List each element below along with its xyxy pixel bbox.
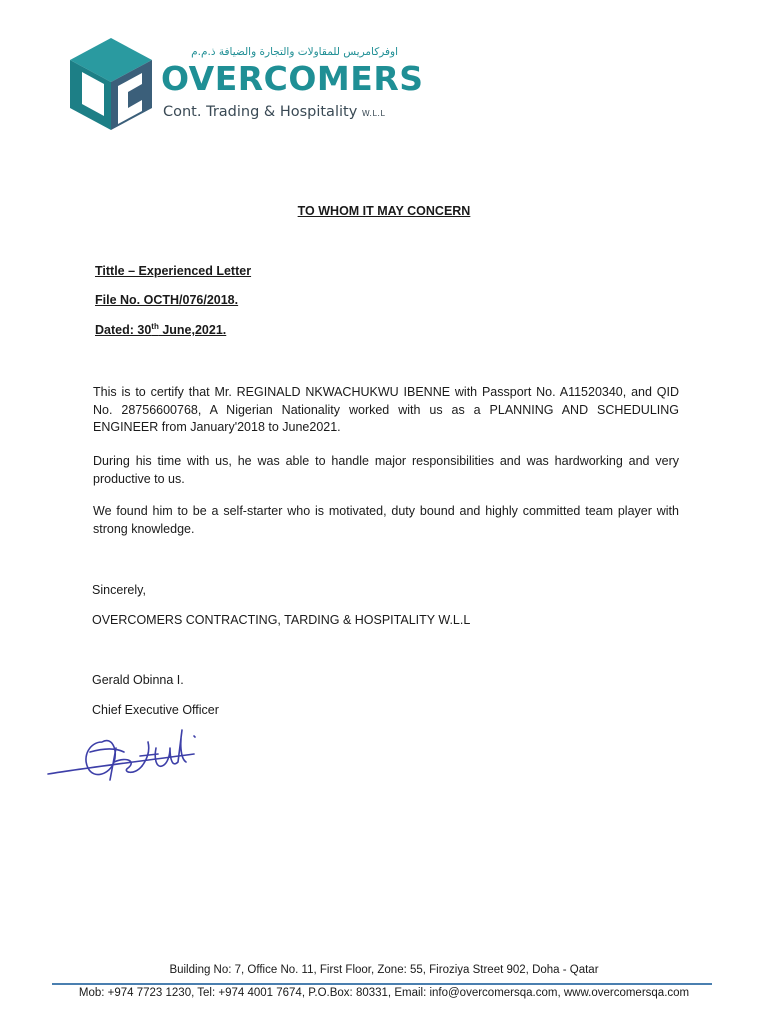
brand-subtitle-text: Cont. Trading & Hospitality bbox=[163, 104, 358, 120]
date-prefix: Dated: 30 bbox=[95, 323, 152, 338]
company-name: OVERCOMERS CONTRACTING, TARDING & HOSPITALITY W.L.L bbox=[92, 613, 471, 627]
footer-contact: Mob: +974 7723 1230, Tel: +974 4001 7674, P.O.Box: 80331, Email: info@overcomersqa.com, www.overcomersqa.com bbox=[78, 987, 690, 999]
company-logo bbox=[68, 36, 424, 136]
title-line: Tittle – Experienced Letter bbox=[95, 264, 252, 278]
footer-divider bbox=[52, 983, 712, 985]
file-number: File No. OCTH/076/2018. bbox=[95, 293, 239, 307]
paragraph-responsibilities: During his time with us, he was able to handle major responsibilities and was hardworking and very productive to us. bbox=[93, 454, 679, 486]
cube-logo-icon bbox=[68, 36, 154, 132]
signatory-name: Gerald Obinna I. bbox=[92, 673, 184, 687]
brand-subtitle-suffix: W.L.L bbox=[361, 109, 386, 118]
footer-address: Building No: 7, Office No. 11, First Floor, Zone: 55, Firoziya Street 902, Doha - Qatar bbox=[169, 964, 599, 976]
brand-subtitle bbox=[163, 104, 385, 120]
brand-name: OVERCOMERS bbox=[161, 59, 424, 98]
date-superscript: th bbox=[151, 322, 159, 331]
paragraph-certification: This is to certify that Mr. REGINALD NKWACHUKWU IBENNE with Passport No. A11520340, and QID No. 28756600768, A Nigerian Nationality worked with us as a PLANNING AND SCHEDULING ENGINEER from January'2018 to June2021. bbox=[93, 385, 679, 434]
letter-heading: TO WHOM IT MAY CONCERN bbox=[297, 204, 471, 218]
date-line bbox=[95, 322, 226, 337]
arabic-company-name: اوفركامريس للمقاولات والتجارة والضيافة ذ.م.م bbox=[191, 46, 398, 58]
closing-salutation: Sincerely, bbox=[92, 583, 146, 597]
signature-icon bbox=[44, 722, 204, 788]
date-suffix: June,2021. bbox=[158, 323, 227, 338]
signatory-title: Chief Executive Officer bbox=[92, 703, 219, 717]
paragraph-qualities: We found him to be a self-starter who is motivated, duty bound and highly committed team player with strong knowledge. bbox=[93, 504, 679, 536]
